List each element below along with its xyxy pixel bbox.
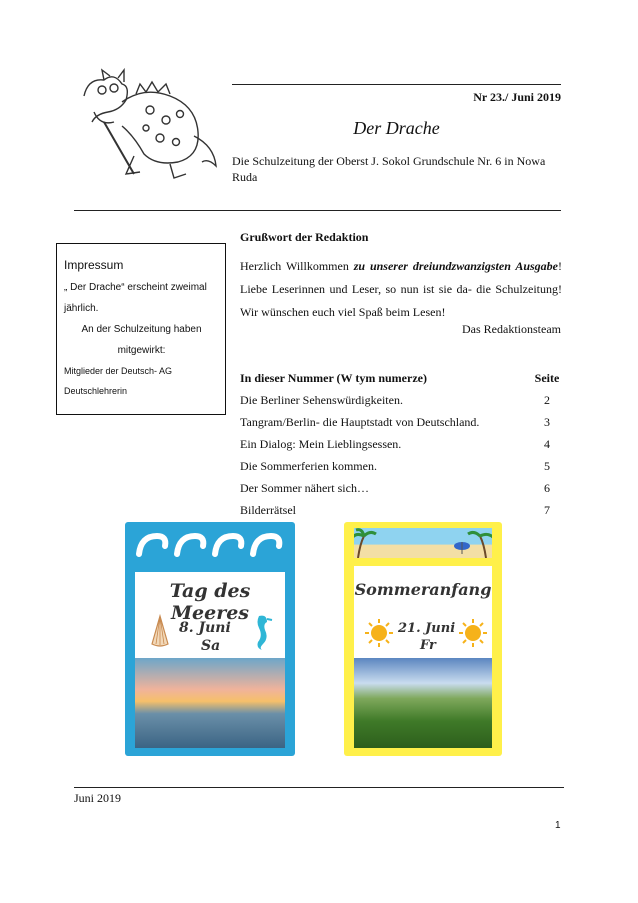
toc-title: Die Sommerferien kommen.	[240, 459, 377, 473]
toc-row	[240, 477, 562, 499]
toc-title: Der Sommer nähert sich…	[240, 481, 369, 495]
footer-rule	[74, 787, 564, 788]
section-rule	[74, 210, 561, 211]
seashell-icon	[149, 614, 171, 648]
toc-page: 5	[544, 459, 550, 473]
card-day: Fr	[420, 638, 436, 653]
waves-icon	[133, 528, 287, 562]
impressum-line: „ Der Drache“ erscheint zweimal jährlich.	[64, 282, 207, 314]
impressum-line: An der Schulzeitung haben mitgewirkt:	[81, 324, 202, 356]
toc-header-row	[240, 367, 562, 389]
sommeranfang-card	[344, 522, 502, 756]
impressum-box	[56, 243, 226, 415]
card-date: 8. Juni	[179, 620, 231, 636]
newspaper-title: Der Drache	[353, 118, 440, 138]
sea-sunset-photo	[135, 658, 285, 748]
toc-page: 4	[544, 437, 550, 451]
toc-heading: In dieser Nummer (W tym numerze)	[240, 371, 427, 385]
palm-tree-icon	[354, 528, 492, 558]
seahorse-icon	[253, 612, 273, 652]
toc-row	[240, 411, 562, 433]
greeting-text-part: ! Liebe Leserinnen und Leser, so nun ist sie da- die Schulzeitung! Wir wünschen euch viel Spaß beim Lesen!	[240, 259, 562, 319]
toc-page: 7	[544, 503, 550, 517]
newspaper-subtitle: Die Schulzeitung der Oberst J. Sokol Grundschule Nr. 6 in Nowa Ruda	[232, 154, 546, 184]
greeting-heading: Grußwort der Redaktion	[240, 230, 369, 244]
toc-title: Ein Dialog: Mein Lieblingsessen.	[240, 437, 402, 451]
sun-icon	[458, 618, 488, 648]
toc-page: 2	[544, 393, 550, 407]
toc-row	[240, 433, 562, 455]
toc-row	[240, 455, 562, 477]
table-of-contents	[240, 367, 562, 521]
toc-page-heading: Seite	[534, 371, 560, 385]
sun-icon	[364, 618, 394, 648]
greeting-signature: Das Redaktionsteam	[462, 322, 561, 336]
toc-title: Bilderrätsel	[240, 503, 296, 517]
card-panel	[354, 566, 492, 748]
page-number: 1	[555, 820, 561, 831]
header-rule	[232, 84, 561, 85]
greeting-text-emphasis: zu unserer dreiundzwanzigsten Ausgabe	[353, 259, 558, 273]
card-title: Tag des Meeres	[169, 580, 251, 624]
toc-row	[240, 499, 562, 521]
sunflower-field-photo	[354, 658, 492, 748]
toc-title: Tangram/Berlin- die Hauptstadt von Deutschland.	[240, 415, 480, 429]
toc-row	[240, 389, 562, 411]
greeting-text-part: Herzlich Willkommen	[240, 259, 354, 273]
toc-page: 6	[544, 481, 550, 495]
impressum-heading: Impressum	[64, 258, 124, 272]
impressum-line: Deutschlehrerin	[64, 386, 128, 396]
toc-page: 3	[544, 415, 550, 429]
impressum-line: Mitglieder der Deutsch- AG	[64, 366, 173, 376]
card-date: 21. Juni	[398, 621, 456, 636]
card-panel	[135, 572, 285, 748]
greeting-text	[240, 255, 562, 324]
tag-des-meeres-card	[125, 522, 295, 756]
toc-title: Die Berliner Sehenswürdigkeiten.	[240, 393, 403, 407]
card-day: Sa	[201, 638, 221, 654]
footer-date: Juni 2019	[74, 791, 122, 805]
dragon-logo	[74, 66, 222, 186]
issue-number: Nr 23./ Juni 2019	[473, 90, 561, 104]
card-title: Sommeranfang	[354, 580, 492, 599]
beach-banner	[354, 528, 492, 558]
